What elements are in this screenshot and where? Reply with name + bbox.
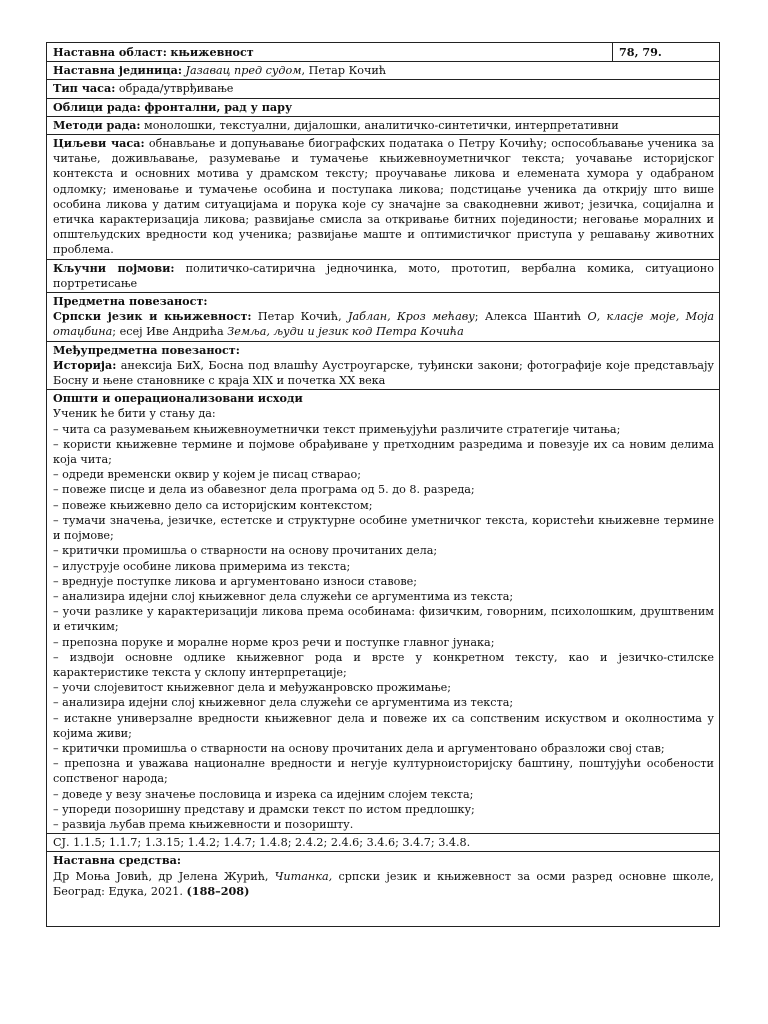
- resources-authors: Др Моња Јовић, др Јелена Журић,: [53, 869, 269, 883]
- row-subject-link: [47, 293, 720, 342]
- unit-label: Наставна јединица:: [53, 63, 182, 78]
- goals-value: обнављање и допуњавање биографских података о Петру Кочићу; оспособљавање ученика за читање, доживљавање, разумевање и тумачење књижевноуметничког текста; уочавање историјског контекста и основних мотива у драмском тексту; проучавање ликова и елемената хумора у одабраном одломку; именовање и тумачење особина и поступака ликова; подстицање ученика да открију што више особина ликова у датим ситуацијама и порука које су значајне за свакодневни живот; језичка, социјална и етичка карактеризација ликова; развијање смисла за откривање битних појединости; неговање моралних и општељудских вредности код ученика; развијање маште и оптимистичког приступа у решавању животних проблема.: [53, 137, 715, 257]
- subject-link-author-1: Петар Кочић,: [257, 310, 342, 324]
- row-unit: [47, 62, 720, 80]
- outcome-item: – анализира идејни слој књижевног дела служећи се аргументима из текста;: [53, 589, 514, 603]
- cell-goals: [47, 135, 720, 260]
- unit-title: Јазавац пред судом: [185, 64, 302, 78]
- subject-link-work-1: Јаблан, Кроз мећаву: [347, 310, 475, 324]
- row-area: [47, 43, 720, 62]
- subject-link-label: Српски језик и књижевност:: [53, 309, 252, 324]
- outcome-item: – критички промишља о стварности на основу прочитаних дела и аргументовано образложи свој став;: [53, 741, 665, 755]
- outcome-item: – повеже писце и дела из обавезног дела програма од 5. до 8. разреда;: [53, 483, 475, 497]
- row-forms: [47, 98, 720, 116]
- outcome-item: – уочи слојевитост књижевног дела и међужанровско прожимање;: [53, 681, 452, 695]
- area-label: Наставна област:: [53, 45, 167, 59]
- resources-pages: (188–208): [186, 883, 250, 898]
- subject-link-work-2: О, класје моје, Моја отаџбина: [53, 310, 714, 339]
- forms-value: фронтални, рад у пару: [144, 99, 293, 114]
- standards-value: СЈ. 1.1.5; 1.1.7; 1.3.15; 1.4.2; 1.4.7; 1.4.8; 2.4.2; 2.4.6; 3.4.6; 3.4.7; 3.4.8.: [53, 836, 471, 850]
- outcome-item: – тумачи значења, језичке, естетске и структурне особине уметничког текста, користећи књижевне термине и појмове;: [53, 513, 714, 543]
- row-concepts: [47, 259, 720, 292]
- subject-link-work-3: Земља, људи и језик код Петра Кочића: [227, 325, 464, 339]
- forms-label: Облици рада:: [53, 99, 141, 114]
- cell-outcomes: [47, 390, 720, 834]
- concepts-label: Кључни појмови:: [53, 260, 175, 275]
- cell-standards: [47, 834, 720, 852]
- outcome-item: – одреди временски оквир у којем је писац стварао;: [53, 468, 362, 482]
- cross-link-heading: Међупредметна повезаност:: [53, 342, 240, 357]
- row-goals: [47, 135, 720, 260]
- cell-methods: [47, 116, 720, 134]
- row-type: [47, 80, 720, 98]
- outcome-item: – препозна поруке и моралне норме кроз речи и поступке главног јунака;: [53, 635, 495, 649]
- cell-resources: [47, 852, 720, 927]
- resources-details: српски језик и књижевност за осми разред основне школе, Београд: Едука, 2021.: [53, 869, 714, 898]
- row-methods: [47, 116, 720, 134]
- outcomes-intro: Ученик ће бити у стању да:: [53, 407, 216, 421]
- row-standards: [47, 834, 720, 852]
- cell-concepts: [47, 259, 720, 292]
- outcome-item: – уочи разлике у карактеризацији ликова према особинама: физичким, говорним, психолошким, друштвеним и етичким;: [53, 605, 714, 634]
- goals-label: Циљеви часа:: [53, 136, 145, 151]
- outcome-item: – чита са разумевањем књижевноуметнички текст примењујући различите стратегије читања;: [53, 422, 621, 436]
- row-resources: [47, 852, 720, 927]
- type-label: Тип часа:: [53, 81, 116, 96]
- outcome-item: – препозна и уважава националне вредности и негује културноисторијску баштину, поштујући особености сопственог народа;: [53, 757, 714, 786]
- outcome-item: – истакне универзалне вредности књижевног дела и повеже их са сопственим искуством и околностима у којима живи;: [53, 711, 714, 740]
- row-cross-link: [47, 341, 720, 390]
- resources-heading: Наставна средства:: [53, 853, 182, 868]
- lesson-number: 78, 79.: [619, 45, 662, 59]
- cell-area: [47, 43, 613, 62]
- outcome-item: – развија љубав према књижевности и позоришту.: [53, 817, 354, 831]
- subject-link-author-2: ; Алекса Шантић: [474, 310, 582, 324]
- cell-forms: [47, 98, 720, 116]
- cell-lesson-number: [613, 43, 720, 62]
- outcome-item: – критички промишља о стварности на основу прочитаних дела;: [53, 544, 438, 558]
- type-value: обрада/утврђивање: [118, 82, 234, 96]
- outcome-item: – илуструје особине ликова примерима из текста;: [53, 559, 351, 573]
- outcome-item: – повеже књижевно дело са историјским контекстом;: [53, 498, 373, 512]
- cell-subject-link: [47, 293, 720, 342]
- outcome-item: – вреднује поступке ликова и аргументовано износи ставове;: [53, 574, 418, 588]
- cell-cross-link: [47, 341, 720, 390]
- methods-value: монолошки, текстуални, дијалошки, аналитичко-синтетички, интерпретативни: [144, 118, 619, 132]
- lesson-plan-table: [46, 42, 720, 927]
- methods-label: Методи рада:: [53, 117, 141, 132]
- cell-unit: [47, 62, 720, 80]
- lesson-plan: [46, 42, 719, 927]
- outcome-item: – издвоји основне одлике књижевног рода и врсте у конкретном тексту, као и језичко-стилске карактеристике текста у склопу интерпретације;: [53, 650, 714, 679]
- subject-link-author-3: ; есеј Иве Андрића: [112, 325, 224, 339]
- unit-author: , Петар Кочић: [301, 64, 387, 78]
- outcome-item: – користи књижевне термине и појмове обрађиване у претходним разредима и повезује их са новим делима која чита;: [53, 437, 714, 467]
- subject-link-heading: Предметна повезаност:: [53, 294, 208, 309]
- cell-type: [47, 80, 720, 98]
- cross-link-label: Историја:: [53, 357, 117, 372]
- cross-link-value: анексија БиХ, Босна под влашћу Аустроугарске, туђински закони; фотографије које представљају Босну и њене становнике с краја XIX и почетка XX века: [53, 358, 714, 388]
- outcome-item: – доведе у везу значење пословица и изрека са идејним слојем текста;: [53, 787, 474, 801]
- area-value: књижевност: [170, 45, 254, 59]
- row-outcomes: [47, 390, 720, 834]
- concepts-value: политичко-сатирична једночинка, мото, прототип, вербална комика, ситуационо портретисање: [53, 261, 714, 290]
- resources-book: Читанка,: [274, 869, 333, 883]
- outcome-item: – упореди позоришну представу и драмски текст по истом предлошку;: [53, 802, 475, 816]
- outcomes-heading: Општи и операционализовани исходи: [53, 391, 303, 406]
- outcome-item: – анализира идејни слој књижевног дела служећи се аргументима из текста;: [53, 696, 514, 710]
